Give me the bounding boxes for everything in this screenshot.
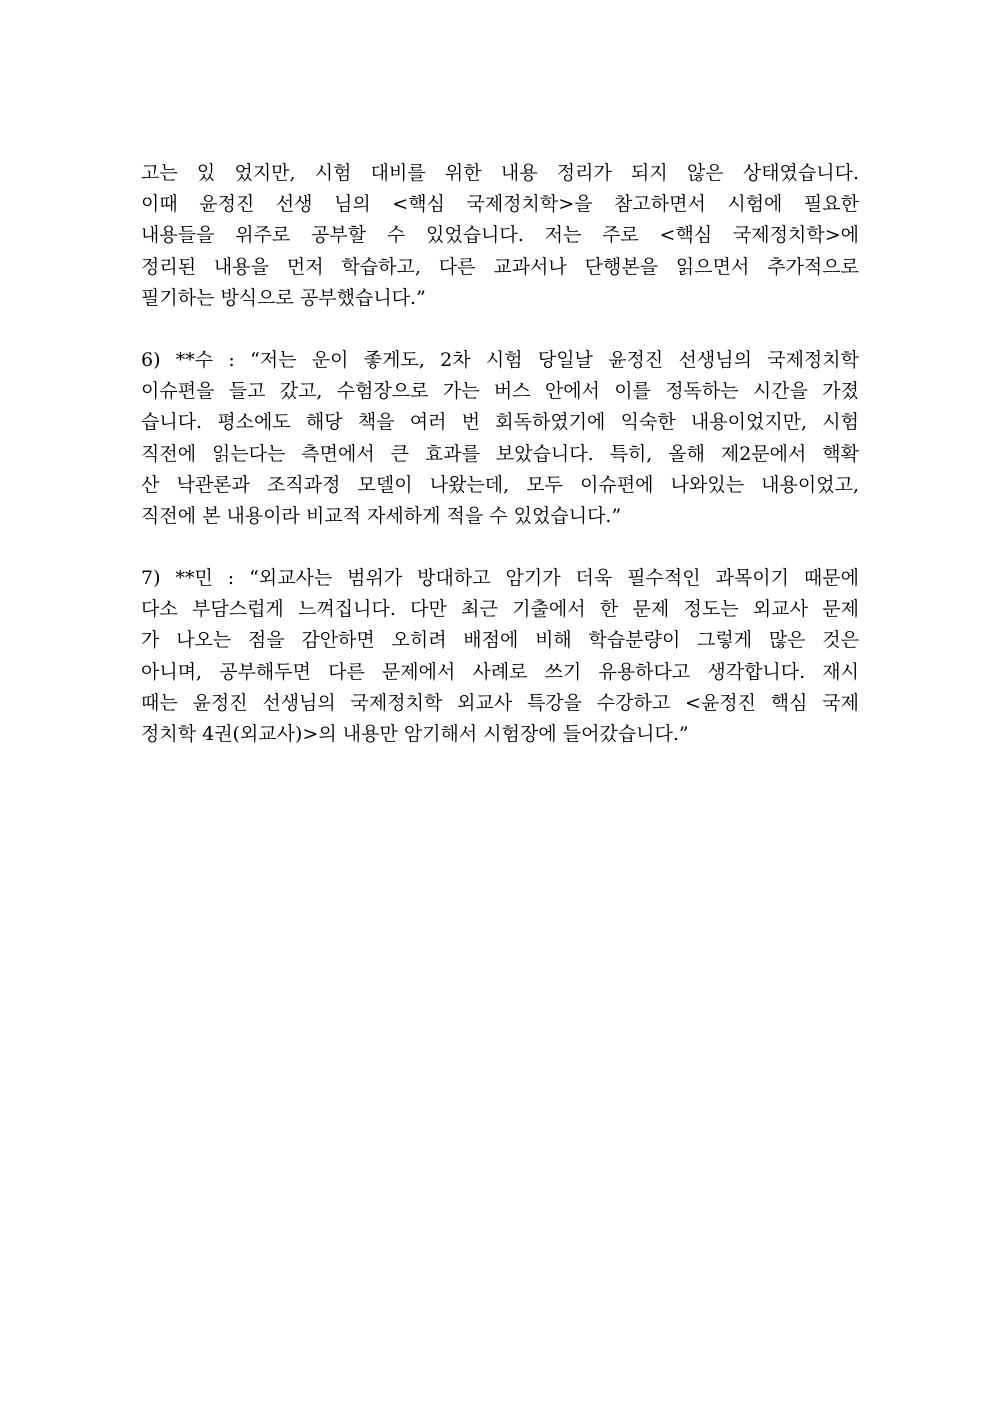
text-line: 이슈편을 들고 갔고, 수험장으로 가는 버스 안에서 이를 정독하는 시간을 가졌 <box>141 380 859 403</box>
text-line: 고는 있 었지만, 시험 대비를 위한 내용 정리가 되지 않은 상태였습니다. <box>141 162 859 184</box>
text-line: 직전에 읽는다는 측면에서 큰 효과를 보았습니다. 특히, 올해 제2문에서 핵확 <box>141 442 859 465</box>
text-line: 아니며, 공부해두면 다른 문제에서 사례로 쓰기 유용하다고 생각합니다. 재시 <box>141 660 859 683</box>
text-line: 정리된 내용을 먼저 학습하고, 다른 교과서나 단행본을 읽으면서 추가적으로 <box>141 255 859 278</box>
document-page <box>141 158 859 781</box>
text-line: 산 낙관론과 조직과정 모델이 나왔는데, 모두 이슈편에 나와있는 내용이었고, <box>141 473 859 496</box>
text-line: 내용들을 위주로 공부할 수 있었습니다. 저는 주로 <핵심 국제정치학>에 <box>141 224 859 247</box>
paragraph-continuation <box>141 158 859 314</box>
paragraph-testimonial-7 <box>141 563 859 750</box>
text-line: 정치학 4권(외교사)>의 내용만 암기해서 시험장에 들어갔습니다.” <box>141 723 689 745</box>
text-line: 습니다. 평소에도 해당 책을 여러 번 회독하였기에 익숙한 내용이었지만, 시험 <box>141 411 859 434</box>
text-line: 7) **민 : “외교사는 범위가 방대하고 암기가 더욱 필수적인 과목이기 때문에 <box>141 567 859 590</box>
text-line: 이때 윤정진 선생 님의 <핵심 국제정치학>을 참고하면서 시험에 필요한 <box>141 193 859 216</box>
text-line: 때는 윤정진 선생님의 국제정치학 외교사 특강을 수강하고 <윤정진 핵심 국제 <box>141 691 859 714</box>
text-line: 가 나오는 점을 감안하면 오히려 배점에 비해 학습분량이 그렇게 많은 것은 <box>141 629 859 652</box>
text-line: 필기하는 방식으로 공부했습니다.” <box>141 286 426 309</box>
paragraph-testimonial-6 <box>141 345 859 532</box>
text-line: 6) **수 : “저는 운이 좋게도, 2차 시험 당일날 윤정진 선생님의 국제정치학 <box>141 348 859 371</box>
text-line: 다소 부담스럽게 느껴집니다. 다만 최근 기출에서 한 문제 정도는 외교사 문제 <box>141 598 859 621</box>
text-line: 직전에 본 내용이라 비교적 자세하게 적을 수 있었습니다.” <box>141 504 622 527</box>
